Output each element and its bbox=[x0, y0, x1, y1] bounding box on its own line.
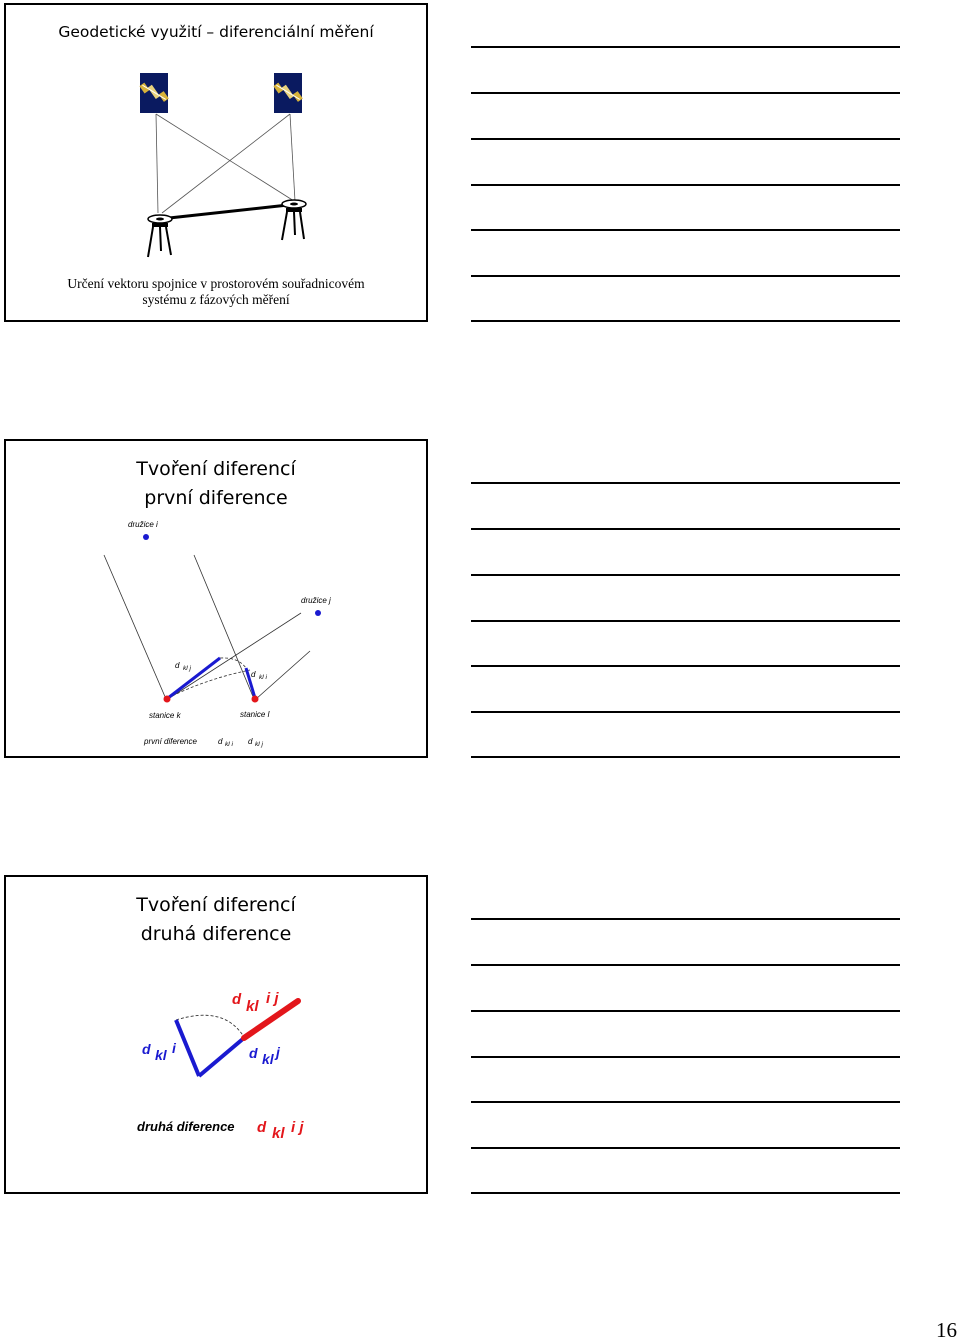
d-i-label: d bbox=[142, 1041, 151, 1057]
note-line bbox=[471, 320, 900, 322]
caption-line-2: systému z fázových měření bbox=[142, 292, 290, 307]
note-line bbox=[471, 918, 900, 920]
baseline-figure bbox=[6, 5, 428, 322]
signal-line bbox=[194, 555, 254, 699]
note-line bbox=[471, 46, 900, 48]
d-ij-superscript: i j bbox=[266, 990, 279, 1007]
d-i-superscript: i bbox=[172, 1040, 176, 1056]
page-number: 16 bbox=[936, 1318, 957, 1342]
d-ij-subscript: kl bbox=[246, 998, 259, 1015]
note-line bbox=[471, 229, 900, 231]
satellite-j-label: družice j bbox=[301, 596, 331, 605]
satellite-j-dot bbox=[315, 610, 321, 616]
d-ij-label: d bbox=[232, 991, 242, 1008]
note-line bbox=[471, 92, 900, 94]
station-l-label: stanice l bbox=[240, 710, 270, 719]
d-j-label: d bbox=[175, 661, 180, 670]
dashed-connector bbox=[176, 1015, 244, 1037]
note-line bbox=[471, 756, 900, 758]
note-line bbox=[471, 184, 900, 186]
d-ij-label-group bbox=[232, 990, 279, 1015]
slide-2-title-line-2: první diference bbox=[144, 487, 288, 509]
d-j-superscript: j bbox=[276, 1044, 280, 1060]
signal-line bbox=[104, 555, 166, 699]
slide-3-title-line-1: Tvoření diferencí bbox=[136, 894, 296, 916]
slide-2 bbox=[4, 439, 428, 758]
legend-d: d bbox=[257, 1119, 267, 1136]
note-line bbox=[471, 275, 900, 277]
satellite-i-dot bbox=[143, 534, 149, 540]
d-j-subscript: kl j bbox=[183, 665, 191, 672]
slide-1-caption bbox=[6, 276, 426, 308]
note-line bbox=[471, 1010, 900, 1012]
slide-1 bbox=[4, 3, 428, 322]
tripod-icon bbox=[282, 200, 306, 240]
legend-d1-subscript: kl i bbox=[225, 741, 233, 748]
note-line bbox=[471, 574, 900, 576]
d-i-label-group bbox=[142, 1040, 177, 1063]
legend-d-subscript: kl bbox=[272, 1125, 285, 1142]
d-j-label-group bbox=[249, 1044, 281, 1067]
station-l-dot bbox=[252, 696, 259, 703]
satellite-i-label: družice i bbox=[128, 520, 158, 529]
station-k-dot bbox=[164, 696, 171, 703]
baseline-vector bbox=[160, 204, 297, 219]
note-line bbox=[471, 528, 900, 530]
slide-3-title-line-2: druhá diference bbox=[140, 923, 292, 945]
note-line bbox=[471, 1192, 900, 1194]
legend-d2: d bbox=[248, 737, 253, 746]
legend-d-group bbox=[257, 1119, 304, 1142]
legend-text: druhá diference bbox=[137, 1119, 235, 1134]
difference-vector-j bbox=[199, 1038, 244, 1076]
note-line bbox=[471, 665, 900, 667]
tripod-icon bbox=[148, 215, 172, 257]
station-k-label: stanice k bbox=[149, 711, 181, 720]
d-i-subscript: kl bbox=[155, 1047, 167, 1063]
first-difference-diagram bbox=[6, 441, 428, 758]
d-j-label: d bbox=[249, 1045, 258, 1061]
note-line bbox=[471, 964, 900, 966]
satellite-icon bbox=[139, 73, 168, 113]
legend-text: první diference bbox=[144, 737, 197, 746]
note-line bbox=[471, 138, 900, 140]
note-line bbox=[471, 1147, 900, 1149]
slide-1-title: Geodetické využití – diferenciální měření bbox=[58, 23, 374, 41]
legend-d1: d bbox=[218, 737, 223, 746]
legend-d-superscript: i j bbox=[291, 1119, 304, 1136]
d-i-subscript: kl i bbox=[259, 674, 267, 681]
d-i-label: d bbox=[251, 670, 256, 679]
signal-lines bbox=[156, 114, 295, 213]
signal-line bbox=[168, 613, 301, 699]
satellite-icon bbox=[273, 73, 302, 113]
slide-2-title-line-1: Tvoření diferencí bbox=[136, 458, 296, 480]
d-j-subscript: kl bbox=[262, 1051, 274, 1067]
note-line bbox=[471, 482, 900, 484]
note-line bbox=[471, 1101, 900, 1103]
slide-3 bbox=[4, 875, 428, 1194]
dashed-connector bbox=[168, 670, 250, 698]
note-line bbox=[471, 1056, 900, 1058]
note-line bbox=[471, 711, 900, 713]
note-line bbox=[471, 620, 900, 622]
difference-vector-i bbox=[176, 1020, 199, 1076]
caption-line-1: Určení vektoru spojnice v prostorovém souřadnicovém bbox=[67, 276, 365, 291]
legend-d2-subscript: kl j bbox=[255, 741, 263, 748]
second-difference-diagram bbox=[6, 877, 428, 1194]
